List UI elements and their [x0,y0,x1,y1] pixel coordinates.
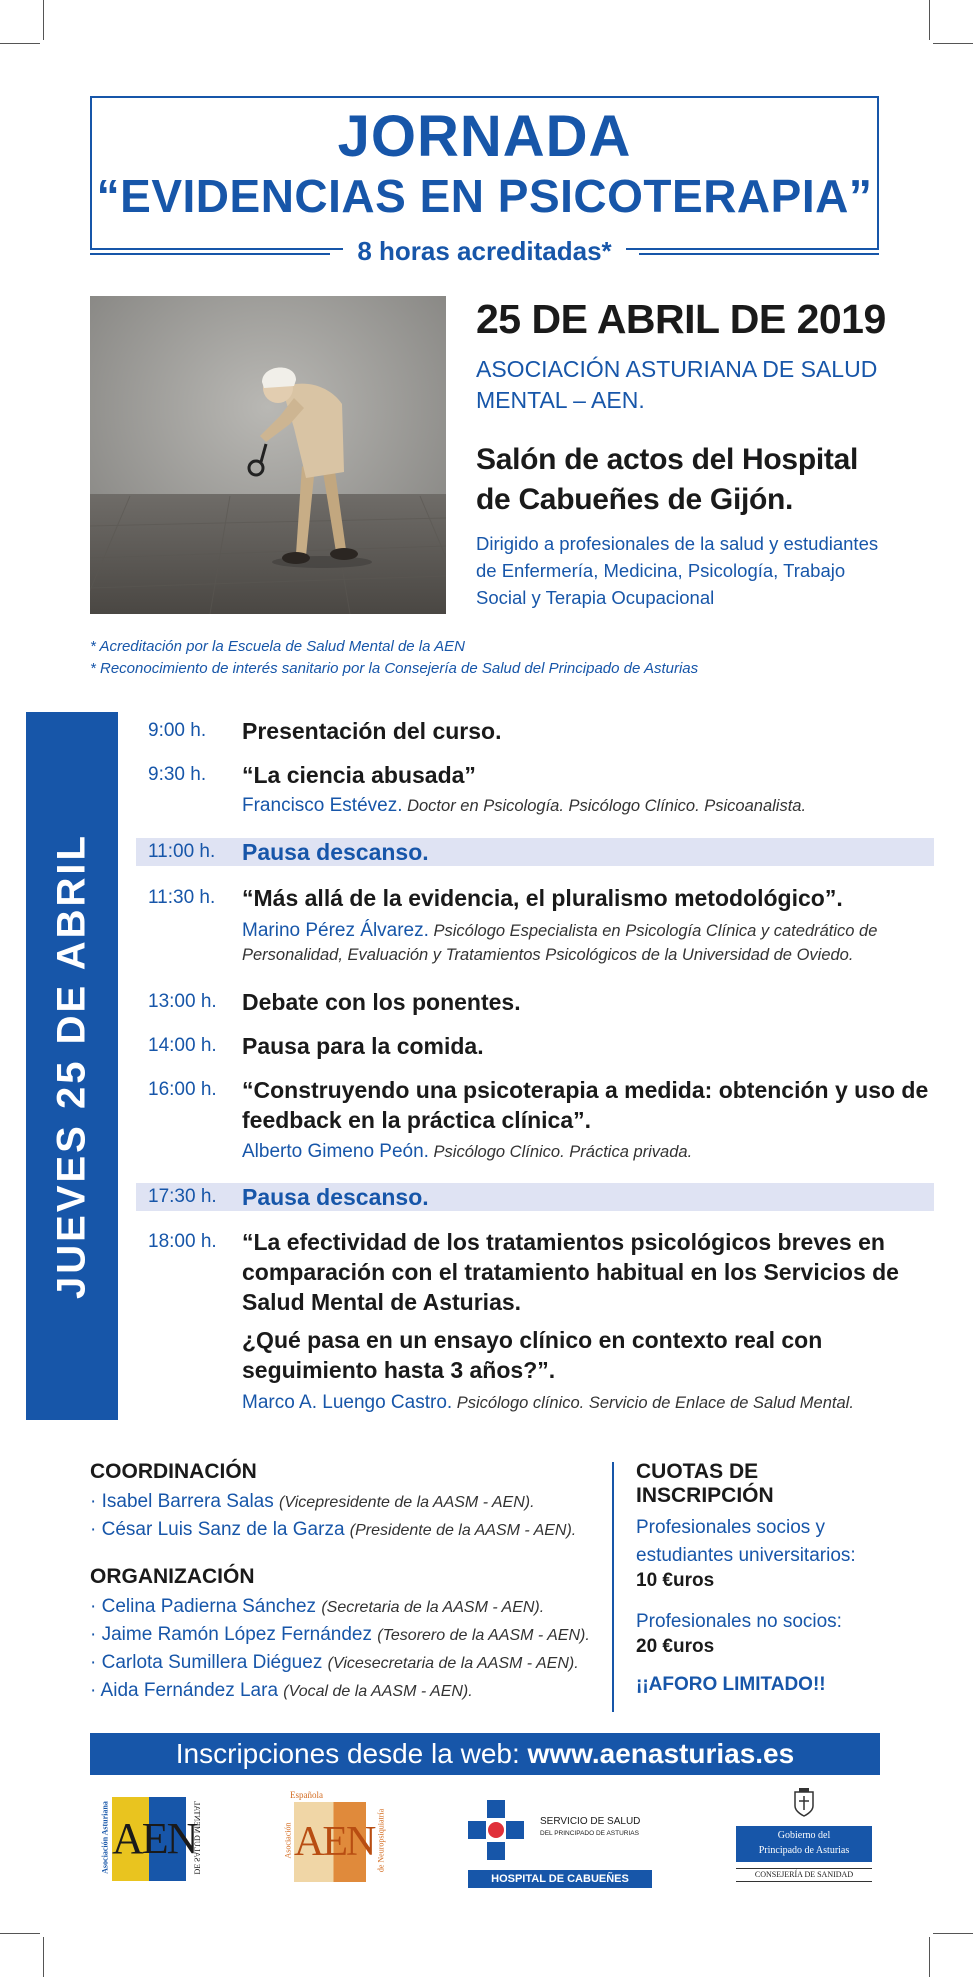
time: 11:30 h. [148,887,216,908]
organizer-association: ASOCIACIÓN ASTURIANA DE SALUD MENTAL – AEN. [476,356,878,413]
title-box [90,96,879,250]
accreditation-notes [90,636,698,680]
session-title: “La efectividad de los tratamientos psicológicos breves en comparación con el tratamiento habitual en los Servicios de Salud Mental de Asturias. [242,1229,899,1315]
person-name: · Isabel Barrera Salas [90,1491,274,1512]
crop-mark [933,1933,973,1934]
speaker-name: Marco A. Luengo Castro. [242,1392,453,1413]
session-title: “Construyendo una psicoterapia a medida: obtención y uso de feedback en la práctica clínica”. [242,1077,929,1133]
crop-mark [929,1937,930,1977]
sespa-logo [468,1800,658,1890]
person-name: · Celina Padierna Sánchez [90,1596,317,1617]
coordination-heading: COORDINACIÓN [90,1460,257,1483]
session-title: Pausa para la comida. [242,1033,484,1059]
crop-mark [0,1933,40,1934]
coordination-section [90,1460,610,1544]
person-name: · Aida Fernández Lara [90,1680,279,1701]
members-fee-price: 10 €uros [636,1570,715,1591]
person-role: (Secretaria de la AASM - AEN). [321,1599,545,1616]
person-name: · César Luis Sanz de la Garza [90,1519,345,1540]
schedule-item-pause [136,838,934,866]
session-title: Debate con los ponentes. [242,989,521,1015]
coordinator [90,1488,610,1516]
venue: Salón de actos del Hospital de Cabueñes de Gijón. [476,443,858,516]
crop-mark [0,43,40,44]
sespa-cross-icon [468,1800,524,1862]
session-title: Pausa descanso. [242,839,429,865]
speaker-name: Alberto Gimeno Peón. [242,1141,429,1162]
title-line-2: “EVIDENCIAS EN PSICOTERAPIA” [96,170,873,222]
limited-capacity-notice: ¡¡AFORO LIMITADO!! [636,1674,826,1695]
person-role: (Presidente de la AASM - AEN). [349,1522,577,1539]
sespa-line-1: SERVICIO DE SALUD [540,1816,641,1827]
aen-right-text: de Neuropsiquiatría [376,1808,386,1873]
aasm-side-text: Asociación Asturiana [100,1801,110,1874]
organization-section [90,1565,610,1705]
nonmembers-fee-price: 20 €uros [636,1636,715,1657]
time: 14:00 h. [148,1035,217,1056]
registration-bar [90,1733,880,1775]
speaker [242,919,932,967]
crop-mark [933,43,973,44]
speaker-description: Psicólogo Especialista en Psicología Clínica y catedrático de Personalidad, Evaluación y Tratamientos Psicológicos de la Universidad de Oviedo. [242,922,878,964]
speaker-name: Francisco Estévez. [242,795,403,816]
accreditation-hours [90,236,879,270]
column-divider [612,1462,614,1712]
speaker [242,1391,932,1415]
coordinator [90,1516,610,1544]
time: 11:00 h. [148,841,216,862]
session-title: “Más allá de la evidencia, el pluralismo metodológico”. [242,885,843,911]
event-date: 25 DE ABRIL DE 2019 [476,296,886,342]
speaker [242,794,932,818]
fees-heading: CUOTAS DE INSCRIPCIÓN [636,1460,774,1507]
time: 9:30 h. [148,764,207,785]
sespa-hospital-bar: HOSPITAL DE CABUEÑES [468,1870,652,1888]
speaker-description: Doctor en Psicología. Psicólogo Clínico. Psicoanalista. [407,797,807,815]
principado-logo [732,1788,876,1888]
person-name: · Carlota Sumillera Diéguez [90,1652,323,1673]
gov-line-2: Principado de Asturias [758,1845,850,1856]
aasm-logo [94,1795,204,1885]
crop-mark [43,0,44,40]
schedule-item-pause [136,1183,934,1211]
time: 17:30 h. [148,1186,217,1207]
session-title: Presentación del curso. [242,718,502,744]
organization-heading: ORGANIZACIÓN [90,1565,255,1588]
sespa-line-2: DEL PRINCIPADO DE ASTURIAS [540,1830,639,1837]
person-role: (Tesorero de la AASM - AEN). [377,1627,590,1644]
crop-mark [929,0,930,40]
time: 13:00 h. [148,991,217,1012]
crest-icon [792,1788,816,1818]
aen-logo [280,1790,390,1890]
session-title: “La ciencia abusada” [242,762,476,788]
nonmembers-fee-label: Profesionales no socios: [636,1611,842,1632]
note-1: * Acreditación por la Escuela de Salud Mental de la AEN [90,638,465,655]
time: 18:00 h. [148,1231,217,1252]
session-question: ¿Qué pasa en un ensayo clínico en contexto real con seguimiento hasta 3 años?”. [242,1327,823,1383]
day-band [26,712,118,1420]
aen-letters: AEN [294,1802,366,1882]
target-audience: Dirigido a profesionales de la salud y estudiantes de Enfermería, Medicina, Psicología, Trabajo Social y Terapia Ocupacional [476,533,879,608]
speaker-description: Psicólogo clínico. Servicio de Enlace de Salud Mental. [456,1394,854,1412]
organizer [90,1649,610,1677]
aen-top-text: Española [290,1790,323,1800]
time: 16:00 h. [148,1079,217,1100]
government-box [736,1826,872,1862]
registration-label: Inscripciones desde la web: [175,1738,520,1769]
gov-line-3: CONSEJERÍA DE SANIDAD [736,1868,872,1882]
organizer [90,1621,610,1649]
man-with-magnifier-photo [90,296,446,614]
registration-url[interactable]: www.aenasturias.es [527,1738,795,1769]
title-line-1: JORNADA [337,104,632,169]
fees-section [636,1460,896,1696]
gov-line-1: Gobierno del [777,1830,831,1841]
time: 9:00 h. [148,720,207,741]
organizer [90,1677,610,1705]
person-role: (Vicepresidente de la AASM - AEN). [279,1494,535,1511]
session-title: Pausa descanso. [242,1184,429,1210]
aen-side-text: Asociación [283,1822,293,1859]
speaker-name: Marino Pérez Álvarez. [242,920,429,941]
hours-label: 8 horas acreditadas* [343,236,625,266]
person-name: · Jaime Ramón López Fernández [90,1624,372,1645]
members-fee-label: Profesionales socios y estudiantes universitarios: [636,1517,856,1566]
aasm-letters: AEN [112,1797,186,1881]
speaker-description: Psicólogo Clínico. Práctica privada. [433,1143,693,1161]
speaker [242,1140,932,1164]
crop-mark [43,1937,44,1977]
person-role: (Vicesecretaria de la AASM - AEN). [327,1655,579,1672]
note-2: * Reconocimiento de interés sanitario por la Consejería de Salud del Principado de Asturias [90,660,699,677]
organizer [90,1593,610,1621]
day-label: JUEVES 25 DE ABRIL [49,833,94,1299]
aasm-mirror-text: DE SALUD MENTAL [192,1800,202,1875]
person-role: (Vocal de la AASM - AEN). [283,1683,473,1700]
